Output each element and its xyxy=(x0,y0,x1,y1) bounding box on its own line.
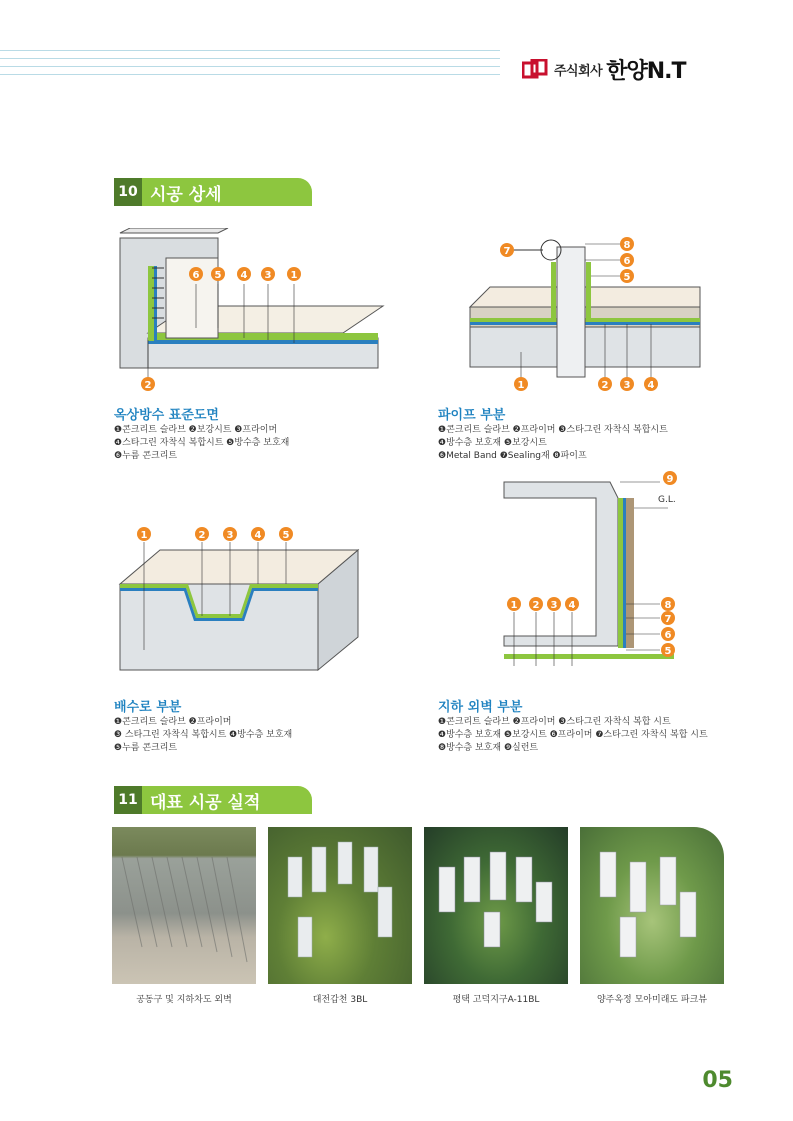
section-title: 시공 상세 xyxy=(150,184,222,205)
pipe-line: ❻Metal Band ❼Sealing재 ❽파이프 xyxy=(438,451,587,461)
buildings-icon xyxy=(268,827,412,984)
project-photo-tunnel xyxy=(112,827,256,984)
logo-mark-icon xyxy=(522,59,548,81)
callout-2: 2 xyxy=(198,530,206,541)
section-number: 10 xyxy=(114,178,142,206)
rooftop-line: ❹스타그린 자착식 복합시트 ❺방수층 보호재 xyxy=(114,438,290,448)
gl-label: G.L. xyxy=(658,495,676,505)
section-number: 11 xyxy=(114,786,142,814)
section-header-10 xyxy=(114,178,312,206)
callout-7: 7 xyxy=(664,614,672,625)
page-number: 05 xyxy=(702,1068,733,1093)
callout-8: 8 xyxy=(623,240,631,251)
callout-2: 2 xyxy=(601,380,609,391)
buildings-icon xyxy=(580,827,724,984)
callout-4: 4 xyxy=(240,270,248,281)
callout-3: 3 xyxy=(550,600,558,611)
callout-5: 5 xyxy=(214,270,222,281)
callout-5: 5 xyxy=(623,272,631,283)
drain-callouts xyxy=(137,527,293,541)
rooftop-line: ❶콘크리트 슬라브 ❷보강시트 ❸프라이머 xyxy=(114,425,278,435)
project-caption: 대전갑천 3BL xyxy=(312,995,368,1005)
pipe-diagram xyxy=(465,232,705,392)
callout-4: 4 xyxy=(647,380,655,391)
drain-line: ❺누름 콘크리트 xyxy=(114,743,178,753)
callout-2: 2 xyxy=(532,600,540,611)
callout-8: 8 xyxy=(664,600,672,611)
callout-5: 5 xyxy=(282,530,290,541)
rooftop-line: ❻누름 콘크리트 xyxy=(114,451,178,461)
callout-3: 3 xyxy=(623,380,631,391)
basement-line: ❹방수층 보호재 ❺보강시트 ❻프라이머 ❼스타그린 자착식 복합 시트 xyxy=(438,730,708,740)
project-photo-daejeon xyxy=(268,827,412,984)
buildings-icon xyxy=(424,827,568,984)
project-photo-yangju xyxy=(580,827,724,984)
basement-diagram xyxy=(500,468,690,668)
basement-title: 지하 외벽 부분 xyxy=(438,700,523,715)
drain-diagram xyxy=(118,522,363,672)
project-caption: 평택 고덕지구A-11BL xyxy=(452,995,540,1005)
callout-1: 1 xyxy=(290,270,298,281)
callout-6: 6 xyxy=(192,270,200,281)
company-prefix: 주식회사 xyxy=(554,64,603,79)
callout-1: 1 xyxy=(140,530,148,541)
callout-7: 7 xyxy=(503,246,511,257)
callout-1: 1 xyxy=(510,600,518,611)
callout-3: 3 xyxy=(226,530,234,541)
callout-4: 4 xyxy=(254,530,262,541)
callout-1: 1 xyxy=(517,380,525,391)
pipe-line: ❹방수층 보호재 ❺보강시트 xyxy=(438,438,547,448)
header-rule xyxy=(0,50,500,51)
drain-line: ❸ 스타그린 자착식 복합시트 ❹방수층 보호재 xyxy=(114,730,293,740)
callout-5: 5 xyxy=(664,646,672,657)
tunnel-lines-icon xyxy=(112,827,256,984)
rooftop-diagram xyxy=(118,228,388,403)
callout-3: 3 xyxy=(264,270,272,281)
drain-title: 배수로 부분 xyxy=(114,700,182,715)
header-rule xyxy=(0,74,500,75)
header-rule xyxy=(0,66,500,67)
callout-2: 2 xyxy=(144,380,152,391)
callout-4: 4 xyxy=(568,600,576,611)
section-title: 대표 시공 실적 xyxy=(150,792,261,813)
callout-9: 9 xyxy=(666,474,674,485)
company-logo xyxy=(522,54,686,85)
callout-6: 6 xyxy=(623,256,631,267)
project-caption: 양주옥정 모아미래도 파크뷰 xyxy=(596,995,708,1005)
section-header-11 xyxy=(114,786,312,814)
rooftop-title: 옥상방수 표준도면 xyxy=(114,408,219,423)
drain-line: ❶콘크리트 슬라브 ❷프라이머 xyxy=(114,717,232,727)
project-photo-pyeongtaek xyxy=(424,827,568,984)
pipe-title: 파이프 부분 xyxy=(438,408,506,423)
header-rule xyxy=(0,58,500,59)
callout-6: 6 xyxy=(664,630,672,641)
basement-line: ❶콘크리트 슬라브 ❷프라이머 ❸스타그린 자착식 복합 시트 xyxy=(438,717,671,727)
basement-callouts xyxy=(507,471,677,657)
project-caption: 공동구 및 지하차도 외벽 xyxy=(136,995,232,1005)
pipe-line: ❶콘크리트 슬라브 ❷프라이머 ❸스타그린 자착식 복합시트 xyxy=(438,425,668,435)
basement-line: ❽방수층 보호재 ❾실런트 xyxy=(438,743,539,753)
company-name: 한양N.T xyxy=(606,59,686,84)
